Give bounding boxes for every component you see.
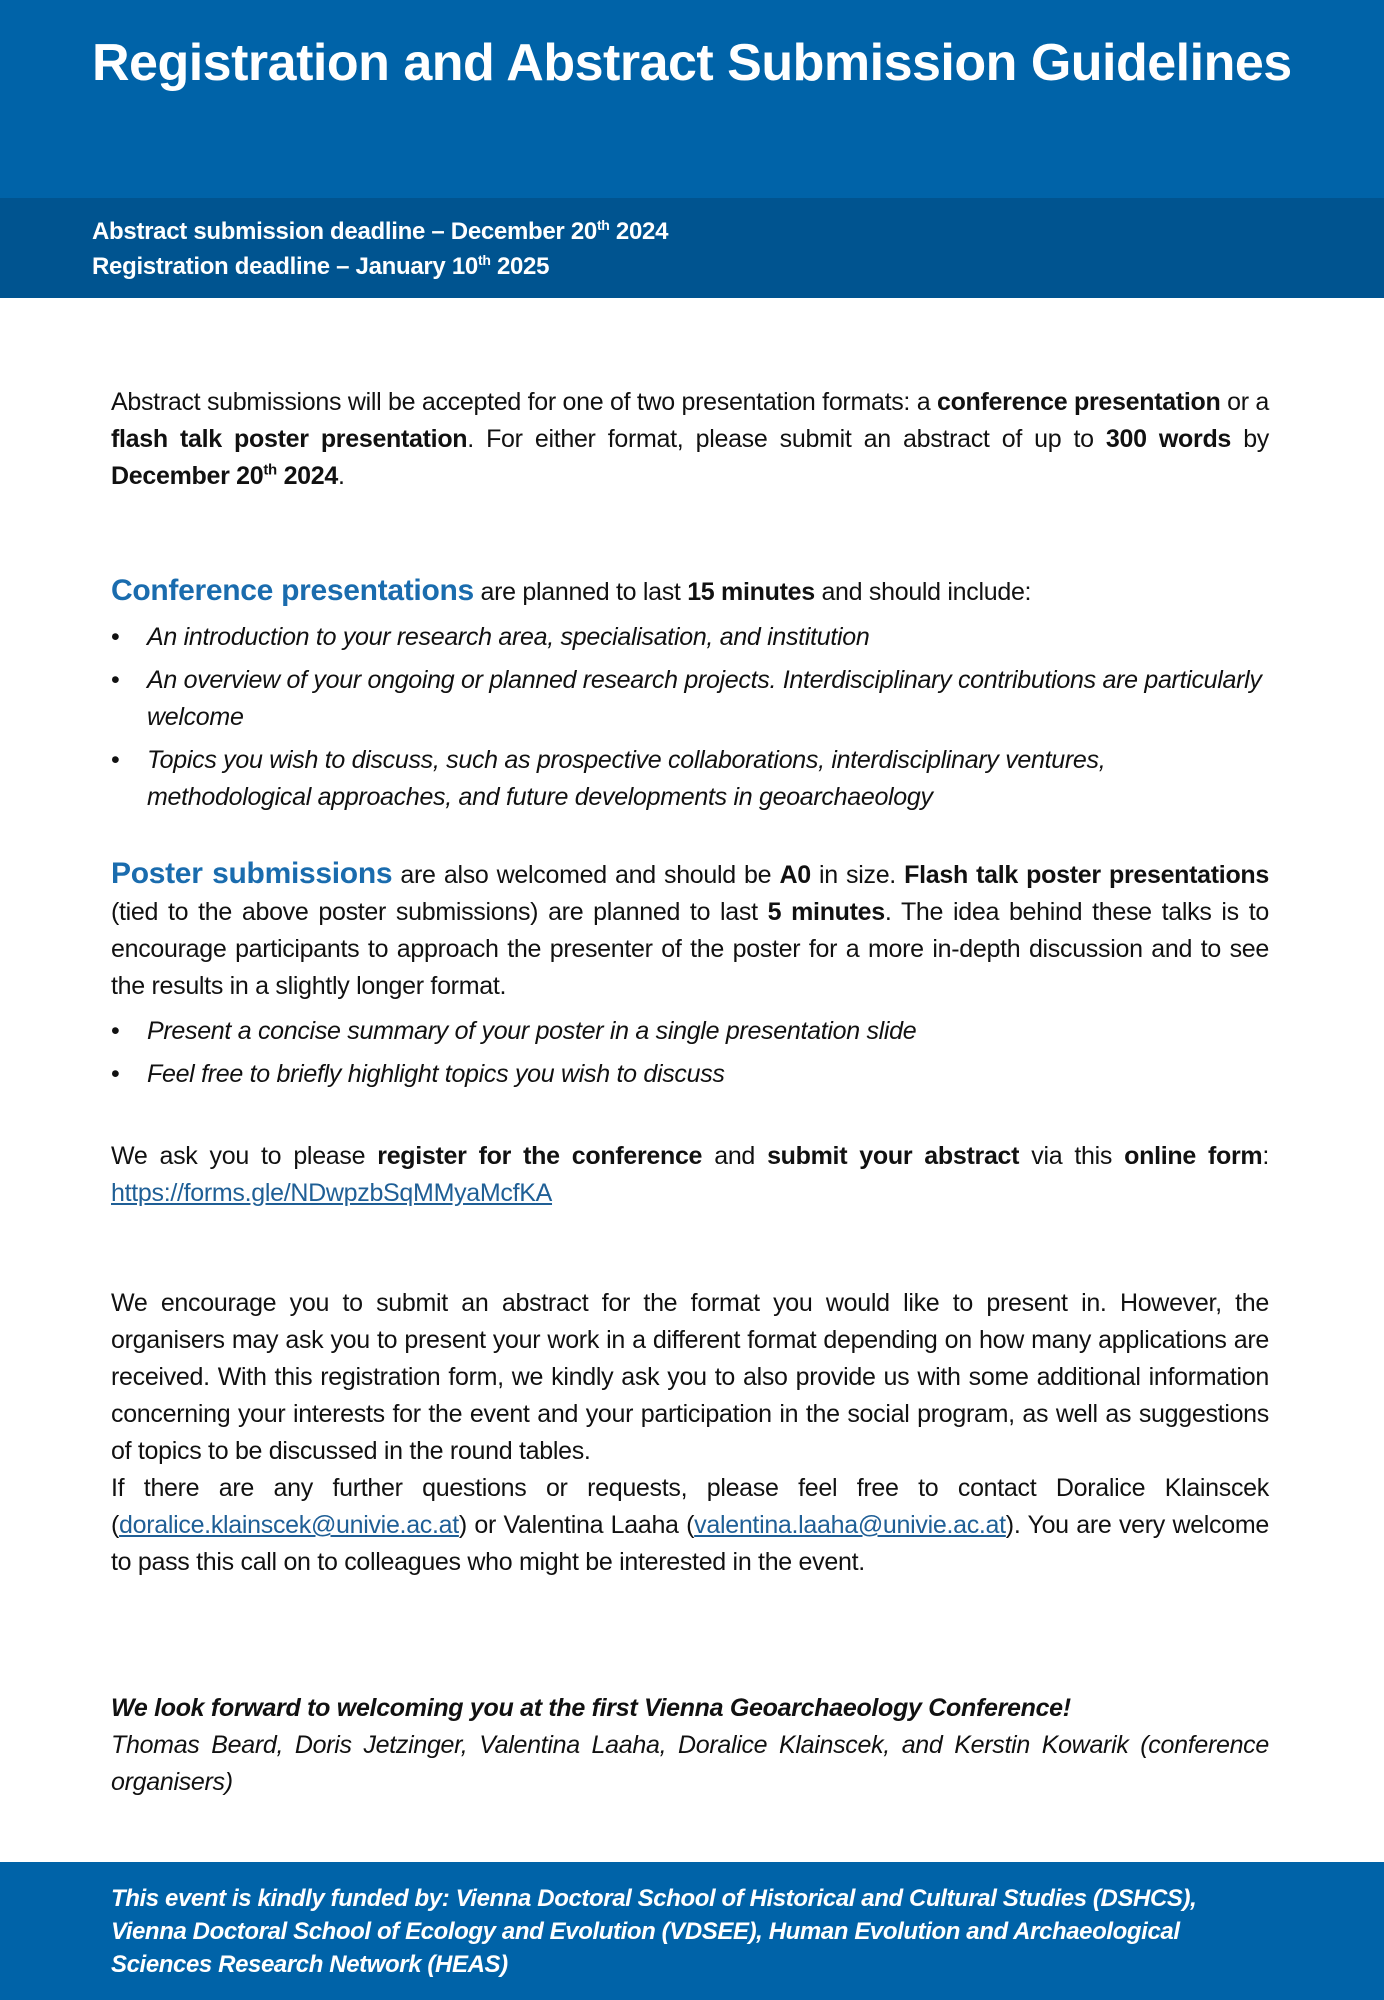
email-link-klainscek[interactable]: doralice.klainscek@univie.ac.at (119, 1511, 459, 1539)
funding-text: This event is kindly funded by: Vienna Doctoral School of Historical and Cultural Studies (DSHCS), Vienna Doctoral School of Ecology and Evolution (VDSEE), Human Evolution and Archaeological Sciences Research Network (HEAS) (111, 1885, 1197, 1978)
poster-bullets (111, 1013, 1269, 1093)
organisers: Thomas Beard, Doris Jetzinger, Valentina Laaha, Doralice Klainscek, and Kerstin Kowarik (conference organisers) (111, 1731, 1269, 1796)
email-link-laaha[interactable]: valentina.laaha@univie.ac.at (694, 1511, 1006, 1539)
encourage-paragraph (111, 1285, 1269, 1581)
conference-bullets (111, 619, 1269, 816)
register-paragraph: We ask you to please register for the conference and submit your abstract via this online form: https://forms.gle/NDwpzbSqMMyaMcfKA (111, 1142, 1269, 1207)
list-item: • An overview of your ongoing or planned research projects. Interdisciplinary contributions are particularly welcome (111, 666, 1262, 731)
closing-line: We look forward to welcoming you at the first Vienna Geoarchaeology Conference! (111, 1694, 1071, 1722)
poster-section: Poster submissions are also welcomed and should be A0 in size. Flash talk poster presentations (tied to the above poster submissions) are planned to last 5 minutes. The idea behind these talks is to encourage participants to approach the presenter of the poster for a more in-depth discussion and to see the results in a slightly longer format. • Present a concise summary of your poster in a single presentation slide • Feel free to briefly highlight topics you wish to discuss (111, 855, 1269, 1099)
footer (0, 1862, 1384, 2000)
intro-paragraph: Abstract submissions will be accepted for one of two presentation formats: a conference presentation or a flash talk poster presentation. For either format, please submit an abstract of up to 300 words by December 20th 2024. (111, 388, 1270, 490)
page-title: Registration and Abstract Submission Guidelines (92, 34, 1292, 92)
list-item: • Present a concise summary of your poster in a single presentation slide (111, 1017, 917, 1045)
conference-heading: Conference presentations (111, 574, 474, 607)
title-band (0, 0, 1384, 198)
contact-text: If there are any further questions or requests, please feel free to contact Doralice Klainscek (doralice.klainscek@univie.ac.at) or Valentina Laaha (valentina.laaha@univie.ac.at). You are very welcome to pass this call on to colleagues who might be interested in the event. (111, 1474, 1269, 1576)
encourage-text: We encourage you to submit an abstract for the format you would like to present in. However, the organisers may ask you to present your work in a different format depending on how many applications are received. With this registration form, we kindly ask you to also provide us with some additional information concerning your interests for the event and your participation in the social program, as well as suggestions of topics to be discussed in the round tables. (111, 1289, 1269, 1465)
list-item: • Topics you wish to discuss, such as prospective collaborations, interdisciplinary ventures, methodological approaches, and future developments in geoarchaeology (111, 746, 1106, 811)
closing-section (111, 1690, 1269, 1801)
deadline-band (0, 198, 1384, 298)
registration-form-link[interactable]: https://forms.gle/NDwpzbSqMMyaMcfKA (111, 1179, 553, 1207)
list-item: • An introduction to your research area, specialisation, and institution (111, 623, 870, 651)
registration-deadline: Registration deadline – January 10th 2025 (92, 252, 550, 280)
list-item: • Feel free to briefly highlight topics you wish to discuss (111, 1060, 725, 1088)
poster-heading: Poster submissions (111, 857, 393, 890)
conference-section: Conference presentations are planned to last 15 minutes and should include: • An introduction to your research area, specialisation, and institution • An overview of your ongoing or planned research projects. Interdisciplinary contributions are particularly welcome • Topics you wish to discuss, such as prospective collaborations, interdisciplinary ventures, methodological approaches, and future developments in geoarchaeology (111, 572, 1269, 822)
abstract-deadline: Abstract submission deadline – December 20th 2024 (92, 217, 669, 245)
